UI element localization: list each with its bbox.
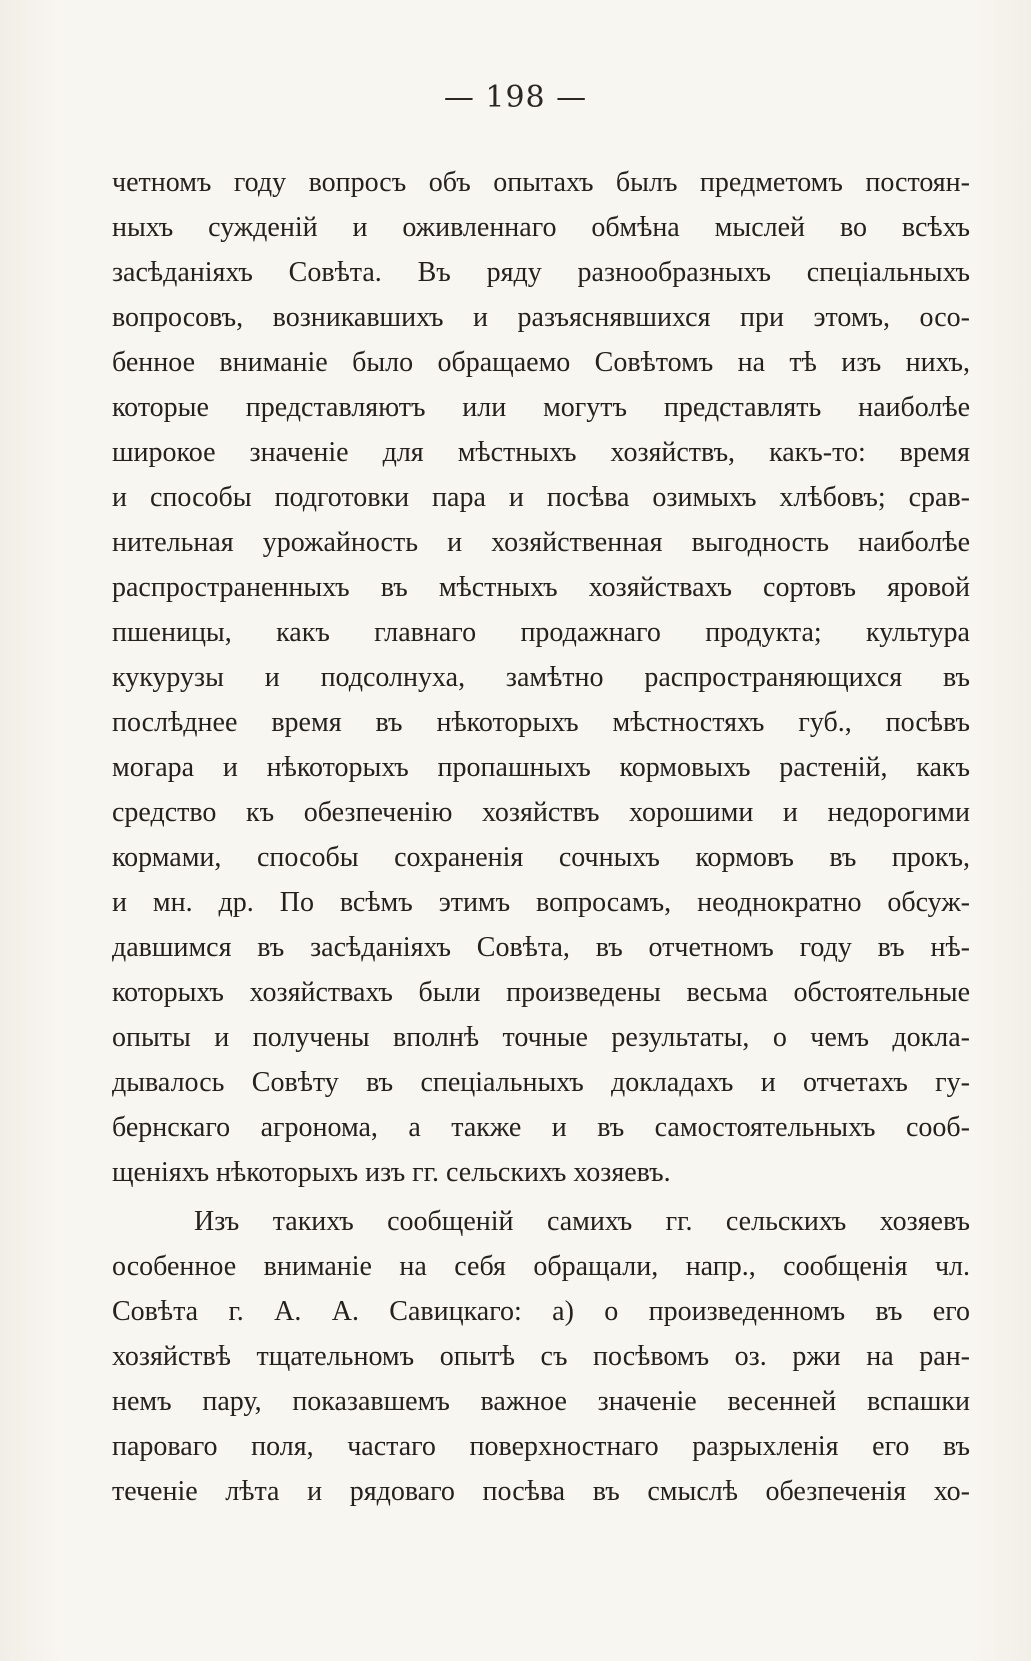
text-line: кукурузы и подсолнуха, замѣтно распространяющихся въ <box>112 662 970 693</box>
text-line: особенное вниманіе на себя обращали, напр., сообщенія чл. <box>112 1251 970 1282</box>
text-line: распространенныхъ въ мѣстныхъ хозяйствахъ сортовъ яровой <box>112 572 970 603</box>
text-line: бернскаго агронома, а также и въ самостоятельныхъ сооб- <box>112 1112 970 1143</box>
text-line: немъ пару, показавшемъ важное значеніе весенней вспашки <box>112 1386 970 1417</box>
document-text <box>112 160 970 1514</box>
text-line: могара и нѣкоторыхъ пропашныхъ кормовыхъ растеній, какъ <box>112 752 970 783</box>
text-line: Изъ такихъ сообщеній самихъ гг. сельскихъ хозяевъ <box>194 1206 970 1237</box>
text-line: ныхъ сужденій и оживленнаго обмѣна мыслей во всѣхъ <box>112 212 970 243</box>
text-line: средство къ обезпеченію хозяйствъ хорошими и недорогими <box>112 797 970 828</box>
text-line: нительная урожайность и хозяйственная выгодность наиболѣе <box>112 527 970 558</box>
text-line: четномъ году вопросъ объ опытахъ былъ предметомъ постоян- <box>112 167 970 198</box>
text-line: бенное вниманіе было обращаемо Совѣтомъ на тѣ изъ нихъ, <box>112 347 970 378</box>
text-line: пшеницы, какъ главнаго продажнаго продукта; культура <box>112 617 970 648</box>
text-line: которые представляютъ или могутъ представлять наиболѣе <box>112 392 970 423</box>
text-line: Совѣта г. А. А. Савицкаго: а) о произведенномъ въ его <box>112 1296 970 1327</box>
text-line: которыхъ хозяйствахъ были произведены весьма обстоятельные <box>112 977 970 1008</box>
text-line: кормами, способы сохраненія сочныхъ кормовъ въ прокъ, <box>112 842 970 873</box>
paragraph-2 <box>112 1199 970 1514</box>
text-line: пароваго поля, частаго поверхностнаго разрыхленія его въ <box>112 1431 970 1462</box>
text-line: хозяйствѣ тщательномъ опытѣ съ посѣвомъ оз. ржи на ран- <box>112 1341 970 1372</box>
page-number: — 198 — <box>443 80 588 115</box>
text-line: послѣднее время въ нѣкоторыхъ мѣстностяхъ губ., посѣвъ <box>112 707 970 738</box>
text-line: дывалось Совѣту въ спеціальныхъ докладахъ и отчетахъ гу- <box>112 1067 970 1098</box>
text-line: засѣданіяхъ Совѣта. Въ ряду разнообразныхъ спеціальныхъ <box>112 257 970 288</box>
text-line: и мн. др. По всѣмъ этимъ вопросамъ, неоднократно обсуж- <box>112 887 970 918</box>
text-line: щеніяхъ нѣкоторыхъ изъ гг. сельскихъ хозяевъ. <box>112 1157 671 1188</box>
text-line: широкое значеніе для мѣстныхъ хозяйствъ, какъ-то: время <box>112 437 970 468</box>
text-line: и способы подготовки пара и посѣва озимыхъ хлѣбовъ; срав- <box>112 482 970 513</box>
paragraph-1 <box>112 160 970 1195</box>
text-line: вопросовъ, возникавшихъ и разъяснявшихся при этомъ, осо- <box>112 302 970 333</box>
text-line: давшимся въ засѣданіяхъ Совѣта, въ отчетномъ году въ нѣ- <box>112 932 970 963</box>
text-line: теченіе лѣта и рядоваго посѣва въ смыслѣ обезпеченія хо- <box>112 1476 970 1507</box>
text-line: опыты и получены вполнѣ точные результаты, о чемъ докла- <box>112 1022 970 1053</box>
